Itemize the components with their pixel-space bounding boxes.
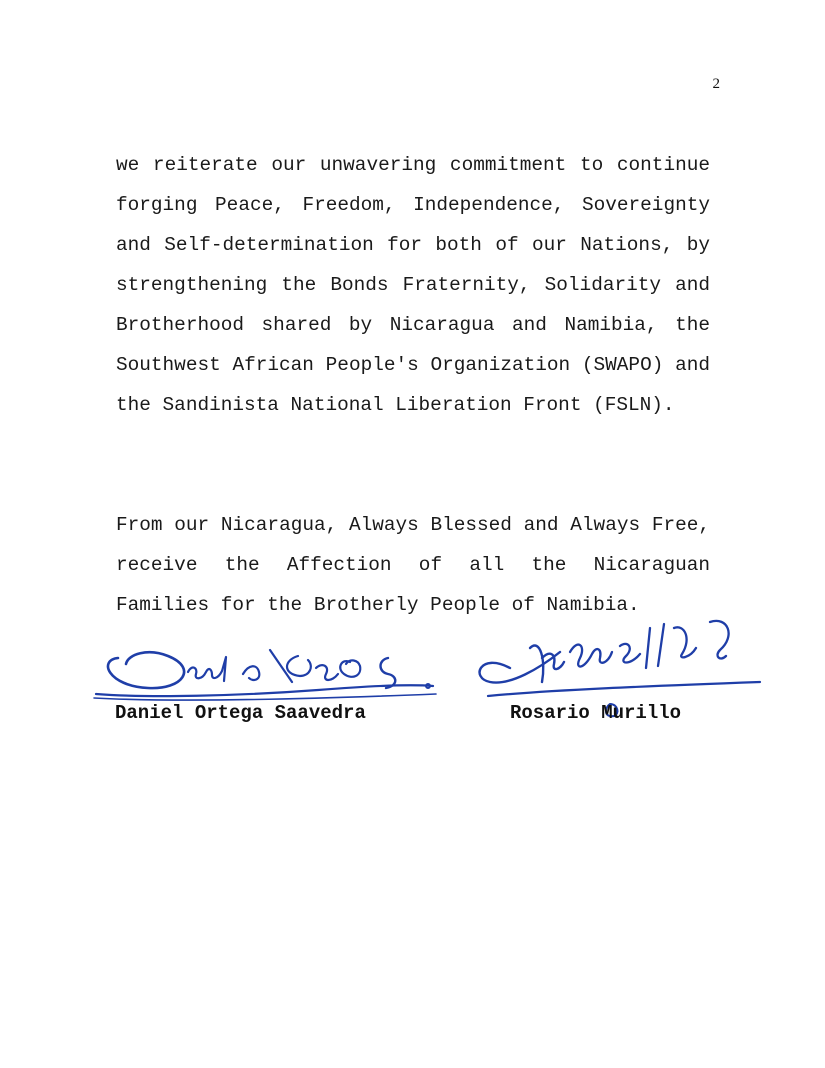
- page-number: 2: [712, 76, 720, 92]
- signer-name-daniel-ortega: Daniel Ortega Saavedra: [115, 702, 366, 724]
- body-paragraph-1: we reiterate our unwavering commitment to continue forging Peace, Freedom, Independence, Sovereignty and Self-determination for both of our Nations, by strengthening the Bonds Fraternity, Solidarity and Brotherhood shared by Nicaragua and Namibia, the Southwest African People's Organization (SWAPO) and the Sandinista National Liberation Front (FSLN).: [116, 154, 710, 417]
- signer-name-rosario-murillo: Rosario Murillo: [510, 702, 682, 724]
- body-paragraph-2: From our Nicaragua, Always Blessed and Always Free, receive the Affection of all the Nicaraguan Families for the Brotherly People of Namibia.: [116, 514, 710, 617]
